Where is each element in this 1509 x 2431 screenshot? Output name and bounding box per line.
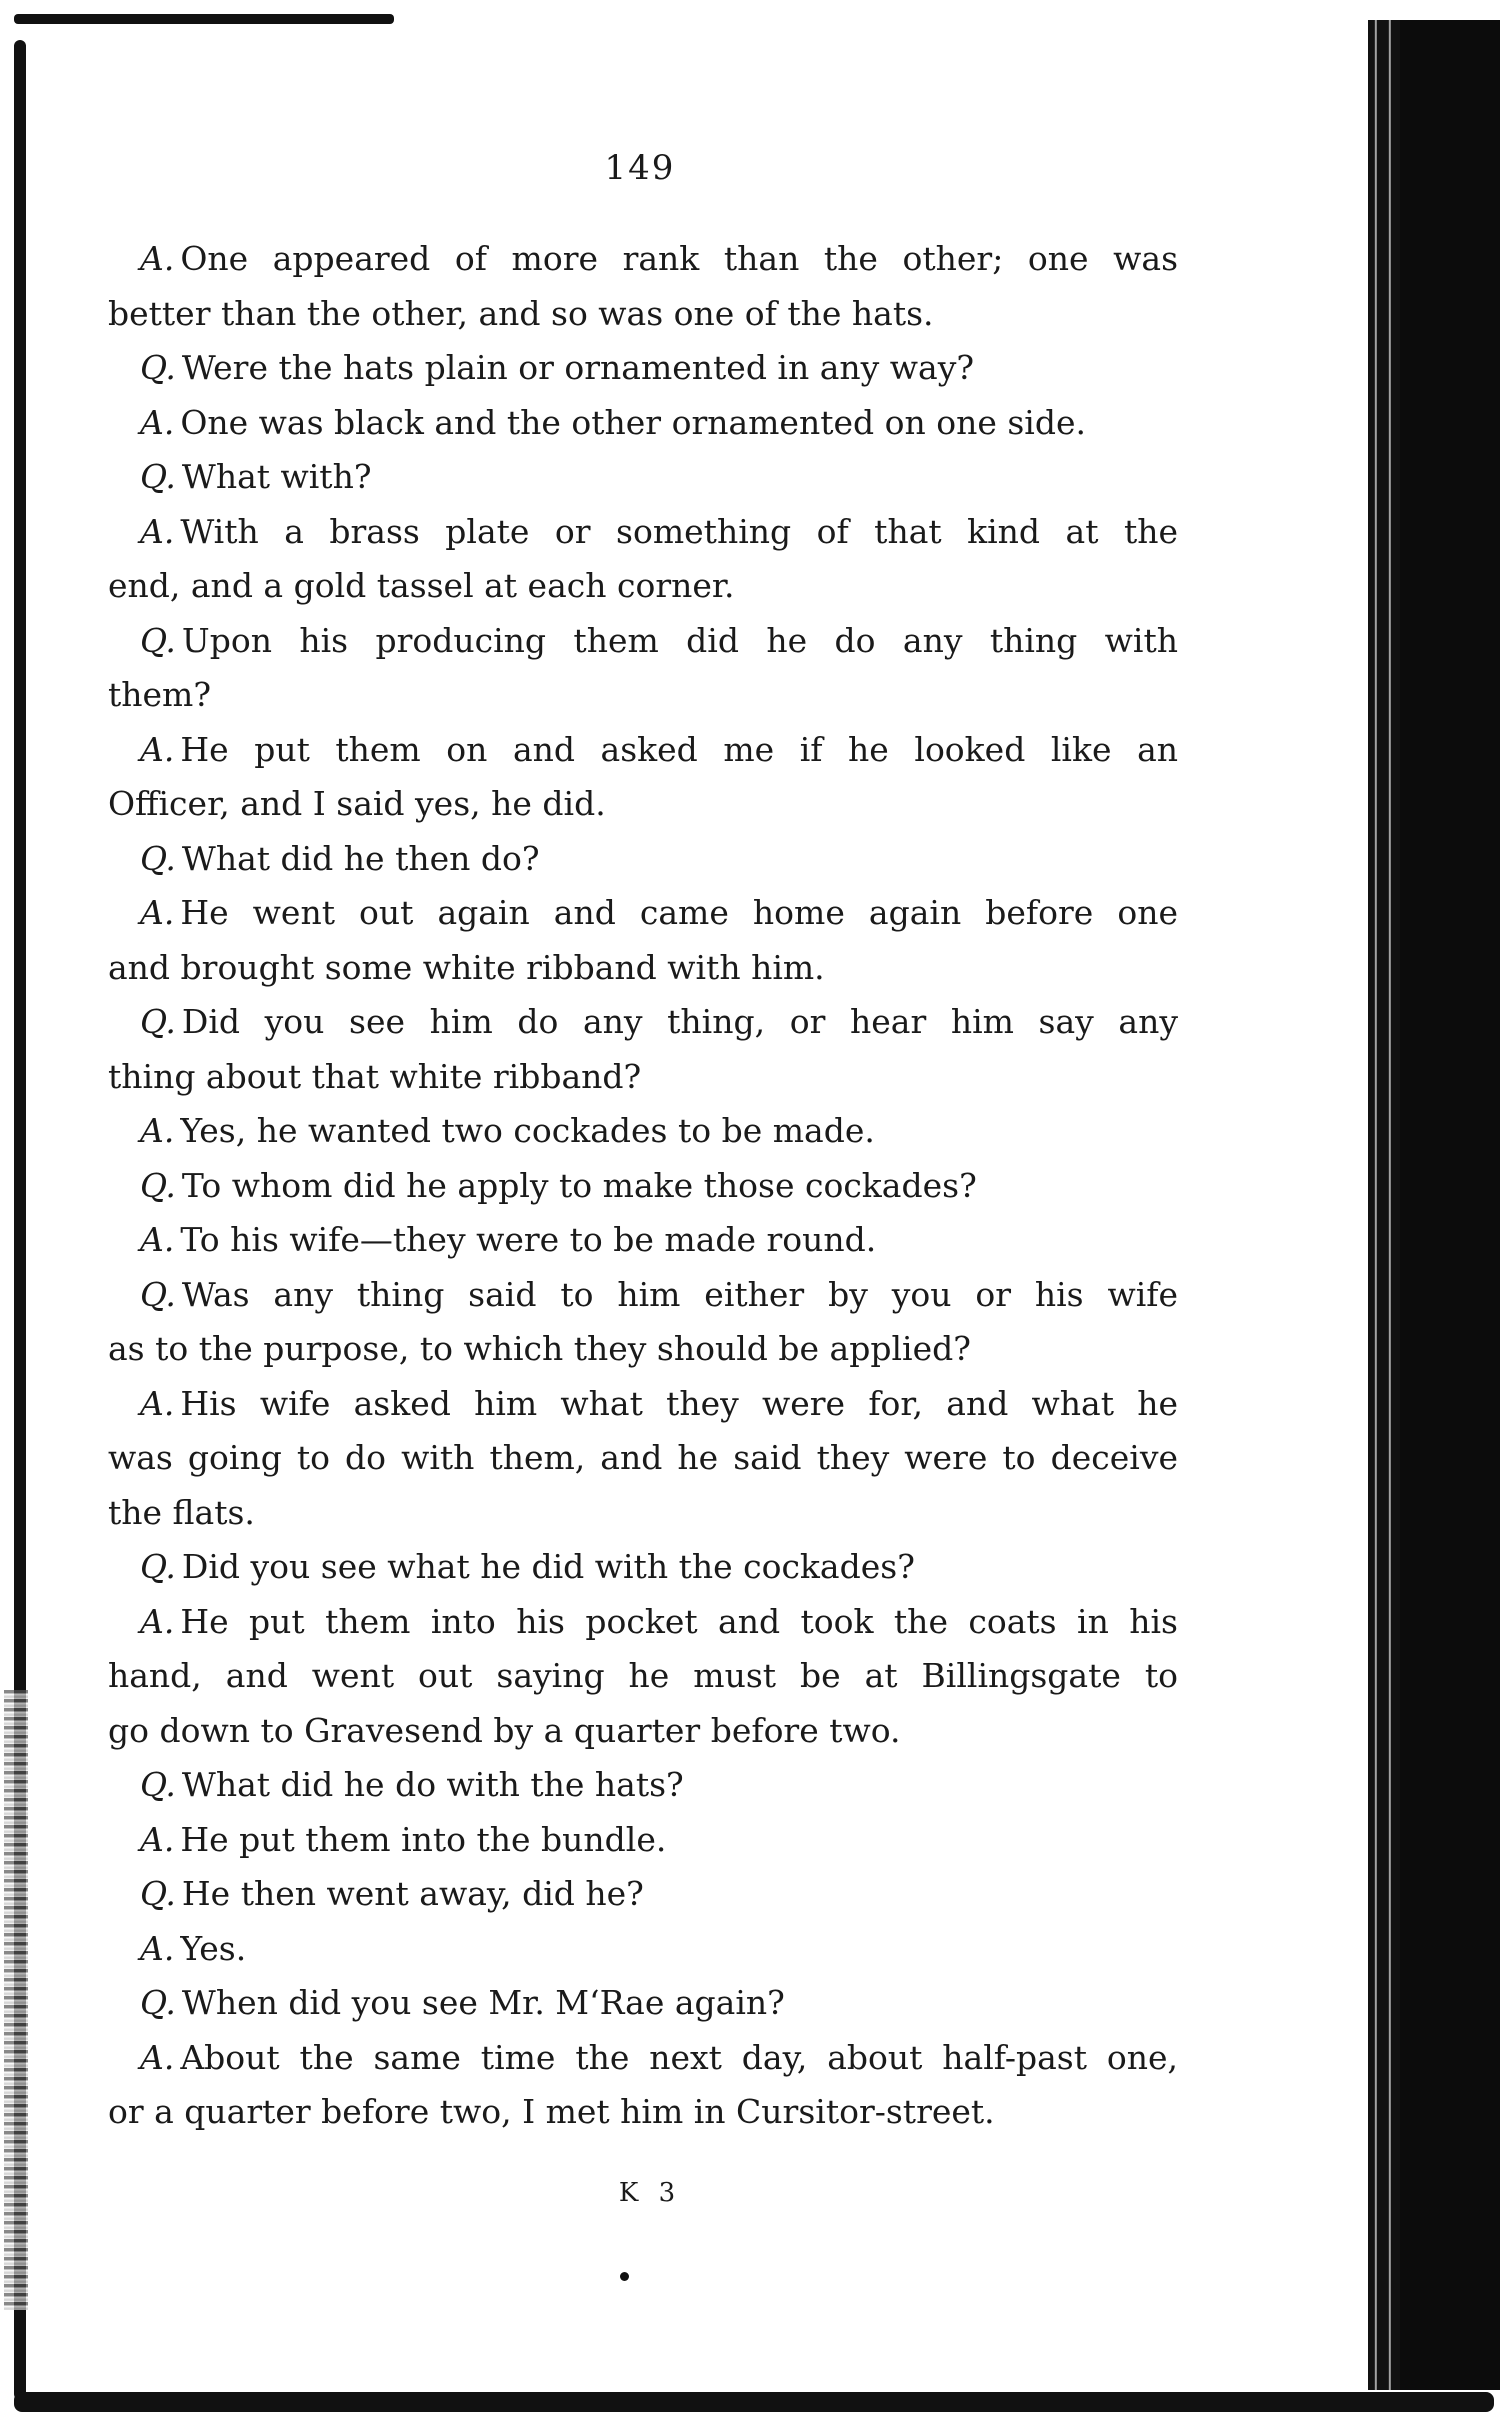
line-text: them? xyxy=(108,675,212,714)
text-line xyxy=(108,832,1178,887)
speaker-label: Q. xyxy=(140,457,176,496)
speaker-label: A. xyxy=(140,1111,175,1150)
text-line xyxy=(108,1867,1178,1922)
line-text: as to the purpose, to which they should be applied? xyxy=(108,1329,971,1368)
speaker-label: Q. xyxy=(140,838,176,878)
line-text: was going to do with them, and he said they were to deceive xyxy=(108,1438,1178,1477)
line-text: better than the other, and so was one of the hats. xyxy=(108,293,934,333)
speaker-label: A. xyxy=(140,2037,175,2077)
speaker-label: Q. xyxy=(140,348,176,387)
speaker-label: Q. xyxy=(140,1547,176,1586)
speaker-label: Q. xyxy=(140,1874,176,1913)
speaker-label: A. xyxy=(140,729,175,769)
line-text: What did he do with the hats? xyxy=(181,1765,684,1804)
line-text: Did you see him do any thing, or hear him say any xyxy=(181,1002,1178,1041)
speaker-label: A. xyxy=(140,402,175,442)
line-text: Yes. xyxy=(180,1928,247,1968)
text-line xyxy=(108,1431,1178,1486)
text-line xyxy=(108,1649,1178,1704)
text-line xyxy=(108,1322,1178,1377)
speaker-label: A. xyxy=(140,1928,175,1968)
scan-border-top xyxy=(14,14,394,24)
text-line xyxy=(108,777,1178,832)
speaker-label: A. xyxy=(140,1220,175,1259)
testimony-text xyxy=(108,232,1178,2140)
text-line xyxy=(108,559,1178,614)
line-text: His wife asked him what they were for, and what he xyxy=(180,1383,1178,1423)
line-text: To whom did he apply to make those cockades? xyxy=(181,1165,977,1205)
text-line xyxy=(108,1377,1178,1432)
text-line xyxy=(108,450,1178,505)
line-text: Did you see what he did with the cockades? xyxy=(181,1547,915,1586)
speaker-label: Q. xyxy=(140,1165,176,1205)
page-number: 149 xyxy=(604,148,676,188)
speaker-label: A. xyxy=(140,1601,175,1641)
speaker-label: A. xyxy=(140,1383,175,1423)
scan-border-bottom xyxy=(14,2392,1494,2412)
text-line xyxy=(108,287,1178,342)
speaker-label: A. xyxy=(140,511,175,551)
text-line xyxy=(108,941,1178,996)
ink-dot xyxy=(620,2272,629,2281)
text-line xyxy=(108,1486,1178,1541)
text-line xyxy=(108,1104,1178,1159)
line-text: Were the hats plain or ornamented in any way? xyxy=(181,348,975,387)
line-text: He put them into his pocket and took the coats in his xyxy=(180,1601,1178,1641)
line-text: He put them on and asked me if he looked like an xyxy=(180,729,1178,769)
line-text: One appeared of more rank than the other; one was xyxy=(180,239,1178,278)
line-text: With a brass plate or something of that kind at the xyxy=(180,511,1178,551)
text-line xyxy=(108,1976,1178,2031)
text-line xyxy=(108,1595,1178,1650)
speaker-label: Q. xyxy=(140,1765,176,1804)
text-line xyxy=(108,1813,1178,1868)
text-line xyxy=(108,1922,1178,1977)
line-text: Upon his producing them did he do any thing with xyxy=(181,620,1178,660)
speaker-label: A. xyxy=(140,893,175,932)
speaker-label: Q. xyxy=(140,1274,176,1314)
text-line xyxy=(108,886,1178,941)
signature-mark: K 3 xyxy=(618,2178,682,2208)
line-text: What with? xyxy=(181,457,372,496)
text-line xyxy=(108,1540,1178,1595)
text-line xyxy=(108,1159,1178,1214)
text-line xyxy=(108,1050,1178,1105)
line-text: One was black and the other ornamented on one side. xyxy=(180,402,1087,442)
speaker-label: A. xyxy=(140,1819,175,1859)
text-line xyxy=(108,614,1178,669)
line-text: Was any thing said to him either by you or his wife xyxy=(181,1274,1178,1314)
line-text: To his wife—they were to be made round. xyxy=(180,1220,877,1259)
line-text: end, and a gold tassel at each corner. xyxy=(108,566,735,605)
speaker-label: Q. xyxy=(140,1983,176,2022)
line-text: When did you see Mr. M‘Rae again? xyxy=(181,1983,785,2022)
line-text: He put them into the bundle. xyxy=(180,1819,667,1859)
scan-border-right-shadow xyxy=(1400,20,1500,2390)
line-text: thing about that white ribband? xyxy=(108,1056,642,1096)
speaker-label: Q. xyxy=(140,1002,176,1041)
line-text: He then went away, did he? xyxy=(181,1874,644,1913)
line-text: He went out again and came home again before one xyxy=(180,893,1178,932)
text-line xyxy=(108,341,1178,396)
line-text: Officer, and I said yes, he did. xyxy=(108,784,606,823)
speaker-label: A. xyxy=(140,239,175,278)
text-line xyxy=(108,232,1178,287)
text-line xyxy=(108,396,1178,451)
line-text: go down to Gravesend by a quarter before two. xyxy=(108,1710,901,1750)
text-line xyxy=(108,2031,1178,2086)
line-text: About the same time the next day, about half-past one, xyxy=(180,2037,1178,2077)
line-text: hand, and went out saying he must be at Billingsgate to xyxy=(108,1656,1178,1695)
scan-noise-left xyxy=(4,1690,28,2310)
text-line xyxy=(108,1704,1178,1759)
line-text: Yes, he wanted two cockades to be made. xyxy=(180,1111,875,1150)
text-line xyxy=(108,2085,1178,2140)
line-text: or a quarter before two, I met him in Cursitor-street. xyxy=(108,2092,995,2131)
line-text: and brought some white ribband with him. xyxy=(108,947,825,987)
speaker-label: Q. xyxy=(140,620,176,660)
line-text: the flats. xyxy=(108,1492,255,1532)
text-line xyxy=(108,505,1178,560)
text-line xyxy=(108,668,1178,723)
text-line xyxy=(108,723,1178,778)
text-line xyxy=(108,1213,1178,1268)
text-line xyxy=(108,1268,1178,1323)
line-text: What did he then do? xyxy=(181,838,540,878)
text-line xyxy=(108,995,1178,1050)
text-line xyxy=(108,1758,1178,1813)
